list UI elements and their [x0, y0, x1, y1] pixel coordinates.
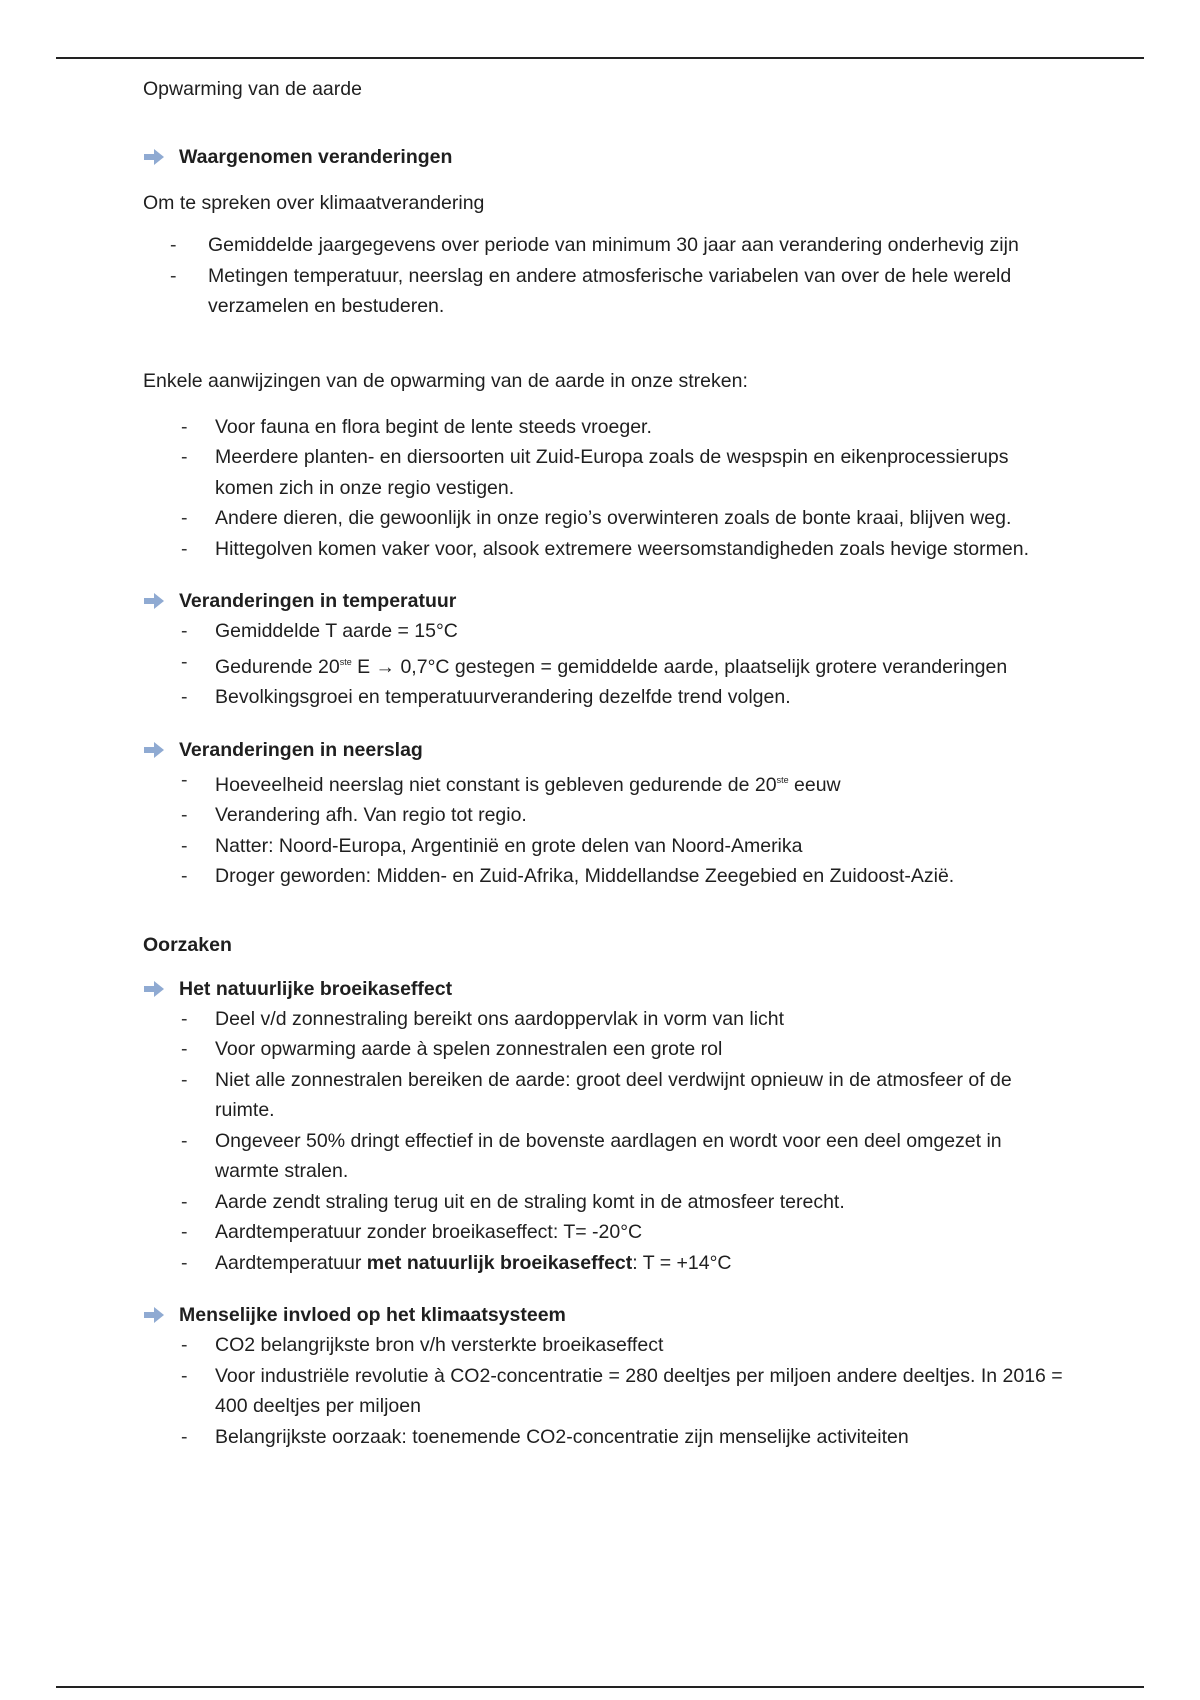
bullet-list-temperature [143, 616, 1063, 713]
list-item: - Metingen temperatuur, neerslag en andere atmosferische variabelen van over de hele wereld verzamelen en bestuderen. [170, 264, 1012, 317]
list-item: - Deel v/d zonnestraling bereikt ons aardoppervlak in vorm van licht [181, 1007, 785, 1030]
list-item: - Gedurende 20ste E → 0,7°C gestegen = gemiddelde aarde, plaatselijk grotere veranderingen [181, 650, 1008, 678]
section-heading-temperature [143, 586, 1063, 616]
document-title: Opwarming van de aarde [143, 78, 362, 100]
document-page [143, 70, 1063, 1452]
list-item: - Meerdere planten- en diersoorten uit Zuid-Europa zoals de wespspin en eikenprocessierups komen zich in onze regio vestigen. [181, 446, 1009, 499]
causes-heading: Oorzaken [143, 933, 232, 956]
section-heading-text: Veranderingen in neerslag [179, 738, 423, 761]
arrow-right-icon [143, 980, 179, 998]
bullet-list-precipitation [143, 765, 1063, 892]
section-heading-text: Het natuurlijke broeikaseffect [179, 977, 453, 1000]
list-item: - Bevolkingsgroei en temperatuurverandering dezelfde trend volgen. [181, 686, 791, 708]
list-item: - Voor opwarming aarde à spelen zonnestralen een grote rol [181, 1038, 723, 1060]
list-item: - Niet alle zonnestralen bereiken de aarde: groot deel verdwijnt opnieuw in de atmosfeer of de ruimte. [181, 1068, 1012, 1121]
list-item: - Droger geworden: Midden- en Zuid-Afrika, Middellandse Zeegebied en Zuidoost-Azië. [181, 865, 955, 887]
list-item: - Gemiddelde T aarde = 15°C [181, 620, 458, 642]
section-heading-text: Waargenomen veranderingen [179, 146, 453, 168]
list-item: - Hoeveelheid neerslag niet constant is gebleven gedurende de 20ste eeuw [181, 768, 841, 796]
arrow-right-icon [143, 148, 179, 166]
list-item: - Verandering afh. Van regio tot regio. [181, 804, 527, 826]
list-item: - Ongeveer 50% dringt effectief in de bovenste aardlagen en wordt voor een deel omgezet in warmte stralen. [181, 1129, 1002, 1182]
section-heading-observed-changes [143, 142, 1063, 172]
arrow-right-icon [143, 741, 179, 759]
bullet-list-indications [143, 412, 1063, 565]
arrow-right-icon [143, 592, 179, 610]
section-heading-human-influence [143, 1300, 1063, 1330]
list-item: - Aarde zendt straling terug uit en de straling komt in de atmosfeer terecht. [181, 1190, 845, 1213]
bullet-list-observations [143, 230, 1063, 322]
section-heading-greenhouse [143, 974, 1063, 1004]
list-item: - Gemiddelde jaargegevens over periode van minimum 30 jaar aan verandering onderhevig zijn [170, 234, 1019, 256]
section-heading-precipitation [143, 735, 1063, 765]
list-item: - Hittegolven komen vaker voor, alsook extremere weersomstandigheden zoals hevige stormen. [181, 537, 1030, 560]
list-item: - CO2 belangrijkste bron v/h versterkte broeikaseffect [181, 1334, 664, 1356]
list-item: - Belangrijkste oorzaak: toenemende CO2-concentratie zijn menselijke activiteiten [181, 1425, 909, 1448]
list-item: - Andere dieren, die gewoonlijk in onze regio’s overwinteren zoals de bonte kraai, blijven weg. [181, 507, 1012, 529]
section-heading-text: Menselijke invloed op het klimaatsysteem [179, 1304, 566, 1326]
list-item: - Aardtemperatuur zonder broeikaseffect: T= -20°C [181, 1221, 643, 1243]
section-heading-text: Veranderingen in temperatuur [179, 590, 457, 612]
list-item: - Voor industriële revolutie à CO2-concentratie = 280 deeltjes per miljoen andere deeltjes. In 2016 = 400 deeltjes per miljoen [181, 1364, 1063, 1417]
bullet-list-greenhouse [143, 1004, 1063, 1279]
bullet-list-human-influence [143, 1330, 1063, 1452]
list-item: - Natter: Noord-Europa, Argentinië en grote delen van Noord-Amerika [181, 834, 803, 857]
arrow-right-icon [143, 1306, 179, 1324]
paragraph-intro: Om te spreken over klimaatverandering [143, 192, 485, 214]
list-item: - Voor fauna en flora begint de lente steeds vroeger. [181, 415, 652, 438]
header-rule [56, 57, 1144, 59]
paragraph-indications: Enkele aanwijzingen van de opwarming van de aarde in onze streken: [143, 369, 748, 392]
footer-rule [56, 1686, 1144, 1688]
list-item: - Aardtemperatuur met natuurlijk broeikaseffect: T = +14°C [181, 1251, 732, 1274]
